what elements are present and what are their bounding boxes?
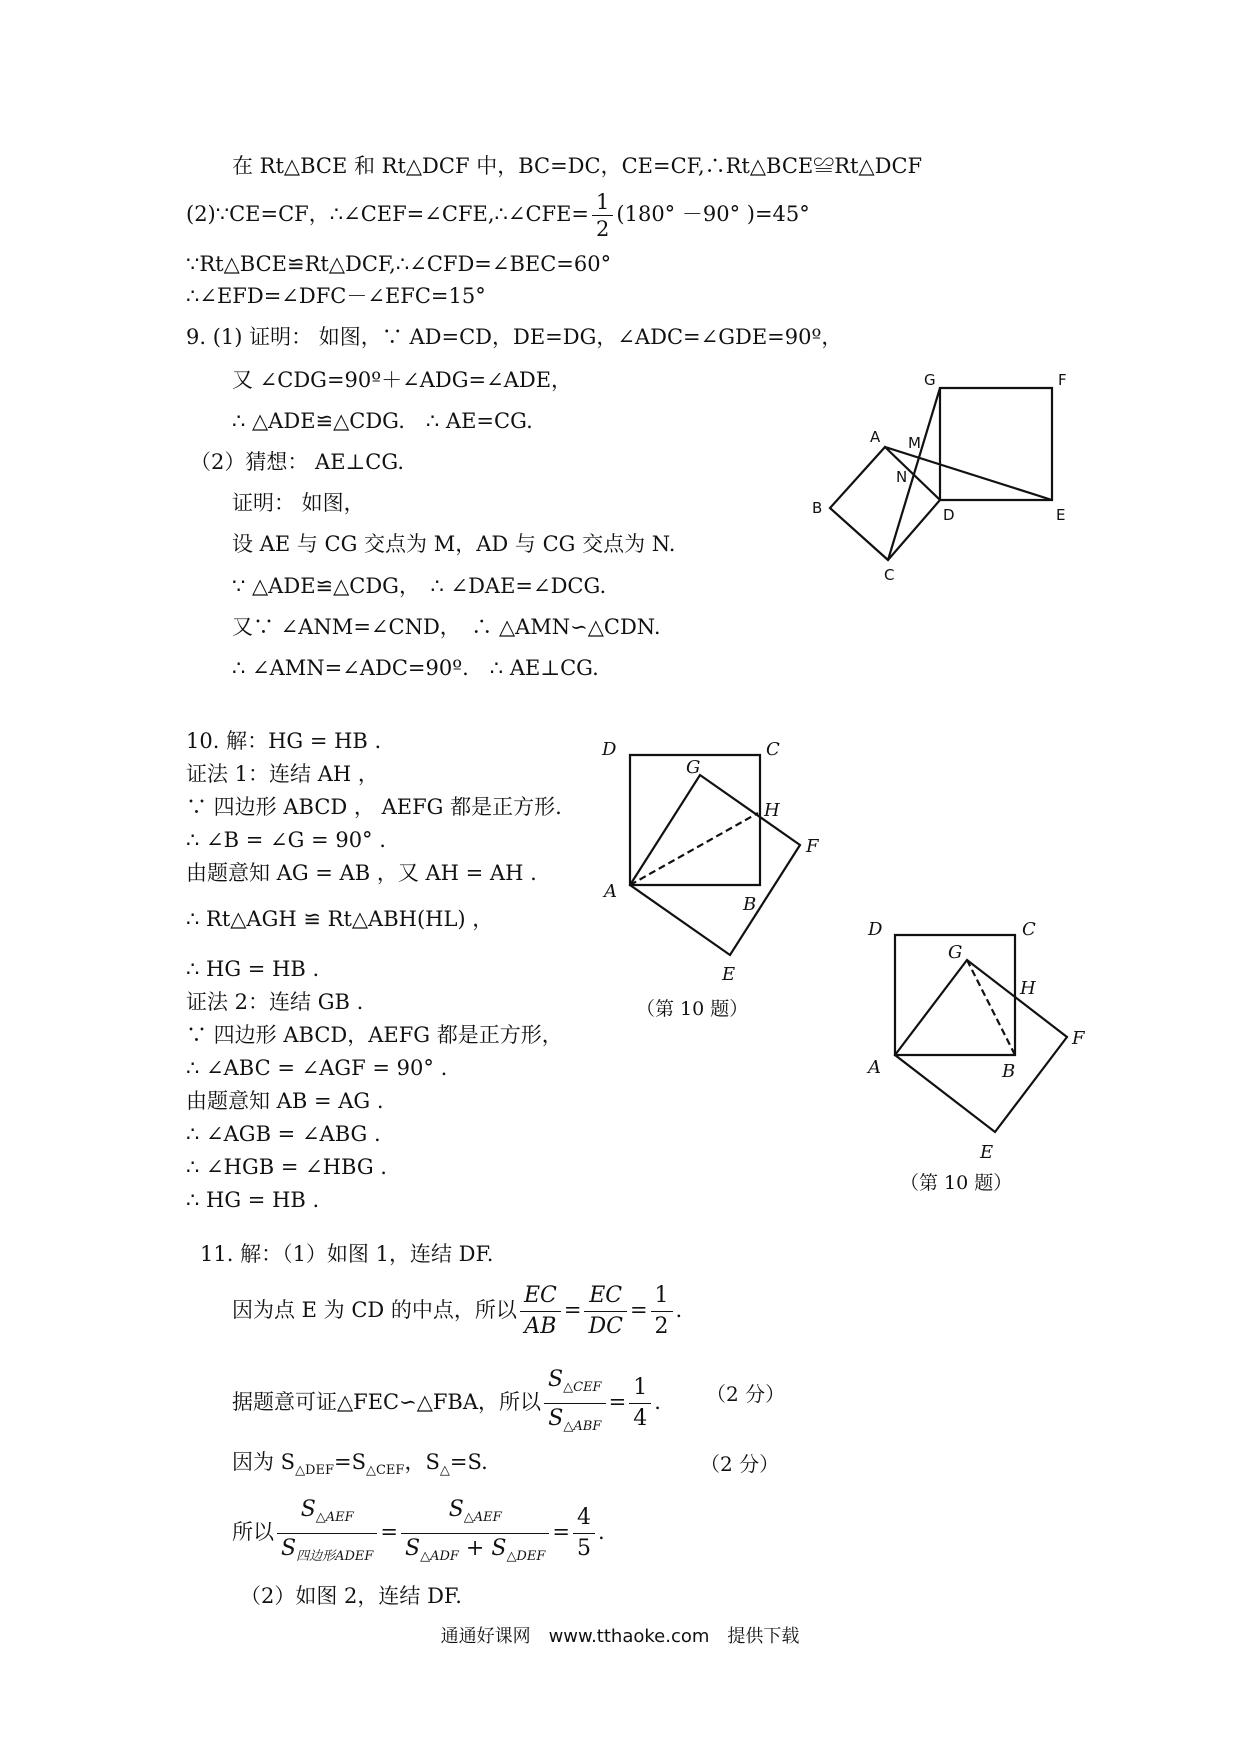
q8-line-2-pre: (2)∵CE=CF，∴∠CEF=∠CFE,∴∠CFE= — [186, 202, 590, 226]
label-g: G — [948, 942, 963, 963]
square-abcd — [830, 447, 940, 560]
segment-ah — [630, 813, 758, 885]
q11-line-1: 11. 解：（1）如图 1，连结 DF. — [200, 1242, 494, 1266]
q10-line-1: 10. 解：HG = HB . — [186, 729, 382, 753]
q8-line-2-post: (180° －90° )=45° — [616, 202, 810, 226]
q8-line-4: ∴∠EFD=∠DFC－∠EFC=15° — [186, 284, 486, 308]
q10-line-11: 由题意知 AB = AG . — [186, 1089, 384, 1113]
q9-line-3: ∴ △ADE≌△CDG. ∴ AE=CG. — [232, 409, 533, 433]
q11-line-3-pre: 据题意可证△FEC∽△FBA，所以 — [232, 1390, 542, 1414]
label-g: G — [924, 371, 936, 389]
label-b: B — [812, 499, 823, 517]
square-aefg — [895, 960, 1067, 1132]
q10-line-9: ∵ 四边形 ABCD，AEFG 都是正方形， — [186, 1023, 563, 1047]
q8-line-1: 在 Rt△BCE 和 Rt△DCF 中，BC=DC，CE=CF,∴Rt△BCE≌Rt△DCF — [232, 154, 923, 178]
label-b: B — [743, 894, 757, 915]
s-cef: $S_{\triangle CEF}$ — [544, 1366, 606, 1404]
dc-denominator: DC — [588, 1314, 623, 1339]
fifths-numerator: 4 — [573, 1504, 595, 1534]
q8-line-2 — [186, 190, 810, 241]
label-d: D — [602, 739, 617, 760]
label-d: D — [943, 506, 955, 524]
two-denominator: 2 — [654, 1314, 669, 1339]
q11-line-4: 因为 $S_{\triangle DEF}=S_{\triangle CEF}$，$S_\triangle=S$. — [232, 1450, 488, 1478]
half-fraction — [592, 190, 613, 241]
q10-line-10: ∴ ∠ABC = ∠AGF = 90° . — [186, 1056, 448, 1080]
q11-line-3: 据题意可证△FEC∽△FBA，所以 $\frac{S_{\triangle CEF}}{S_{\triangle ABF}}$ = $\frac{1}{4}$ . — [232, 1366, 661, 1441]
label-b: B — [1002, 1061, 1016, 1082]
one-half — [651, 1282, 673, 1341]
ab-denominator: AB — [524, 1314, 557, 1339]
q10-line-6: ∴ Rt△AGH ≌ Rt△ABH(HL) ， — [186, 907, 494, 931]
label-c: C — [1022, 919, 1036, 940]
q9-line-8: 又∵ ∠ANM=∠CND， ∴ △AMN∽△CDN. — [232, 615, 661, 639]
label-f: F — [1072, 1028, 1085, 1049]
label-f: F — [806, 836, 819, 857]
score-note-2: （2 分） — [700, 1452, 780, 1476]
q9-line-1: 9. (1) 证明： 如图，∵ AD=CD，DE=DG，∠ADC=∠GDE=90º， — [186, 325, 843, 349]
label-h: H — [764, 800, 780, 821]
q8-line-3: ∵Rt△BCE≌Rt△DCF,∴∠CFD=∠BEC=60° — [186, 252, 612, 276]
quarter-denominator: 4 — [633, 1406, 648, 1431]
s-abf: $S_{\triangle ABF}$ — [548, 1406, 602, 1434]
score-note-1: （2 分） — [706, 1382, 786, 1406]
q10-line-13: ∴ ∠HGB = ∠HBG . — [186, 1155, 387, 1179]
q9-line-6: 设 AE 与 CG 交点为 M，AD 与 CG 交点为 N. — [232, 532, 676, 556]
q9-line-2: 又 ∠CDG=90º＋∠ADG=∠ADE， — [232, 368, 573, 392]
half-numerator: 1 — [592, 190, 613, 216]
label-a: A — [868, 1057, 881, 1078]
q9-line-7: ∵ △ADE≌△CDG， ∴ ∠DAE=∠DCG. — [232, 574, 607, 598]
q10-caption-1: （第 10 题） — [636, 998, 749, 1020]
one-numerator: 1 — [651, 1282, 673, 1312]
q10-caption-2: （第 10 题） — [900, 1172, 1013, 1194]
quarter-numerator: 1 — [629, 1374, 651, 1404]
ec-over-ab — [520, 1282, 561, 1341]
q9-line-9: ∴ ∠AMN=∠ADC=90º. ∴ AE⊥CG. — [232, 656, 599, 680]
label-c: C — [884, 566, 895, 584]
fifths-denominator: 5 — [576, 1536, 591, 1561]
label-h: H — [1020, 978, 1036, 999]
ec-over-dc — [584, 1282, 626, 1341]
s-adf-plus-s-def: $S_{\triangle ADF} + S_{\triangle DEF}$ — [405, 1536, 546, 1564]
label-a: A — [870, 428, 881, 446]
label-m: M — [908, 434, 921, 452]
q11-line-5-pre: 所以 — [232, 1520, 274, 1544]
q10-line-2: 证法 1：连结 AH ， — [186, 762, 379, 786]
label-e: E — [722, 964, 736, 985]
q10-line-8: 证法 2：连结 GB . — [186, 990, 364, 1014]
half-denominator: 2 — [596, 217, 610, 241]
four-fifths — [573, 1504, 595, 1563]
s-aef: $S_{\triangle AEF}$ — [277, 1496, 377, 1534]
ec-numerator-2: EC — [584, 1282, 626, 1312]
q9-line-4: （2）猜想： AE⊥CG. — [190, 450, 405, 474]
q9-line-5: 证明： 如图， — [232, 491, 365, 515]
segment-gb — [967, 960, 1015, 1055]
q10-line-5: 由题意知 AG = AB ，又 AH = AH . — [186, 861, 537, 885]
s-aef-2: $S_{\triangle AEF}$ — [401, 1496, 549, 1534]
q11-line-6: （2）如图 2，连结 DF. — [240, 1584, 462, 1608]
s-quad-adef: $S_{四边形ADEF}$ — [281, 1536, 374, 1564]
page-footer: 通通好课网 www.tthaoke.com 提供下载 — [440, 1626, 800, 1647]
q9-figure — [790, 370, 1090, 590]
q10-line-14: ∴ HG = HB . — [186, 1188, 320, 1212]
q11-line-2-pre: 因为点 E 为 CD 的中点，所以 — [232, 1298, 517, 1322]
area-ratio-aef-sum — [401, 1496, 549, 1571]
label-c: C — [766, 739, 780, 760]
q10-line-12: ∴ ∠AGB = ∠ABG . — [186, 1122, 381, 1146]
label-d: D — [868, 919, 883, 940]
q10-figure-2 — [860, 910, 1110, 1170]
label-e: E — [1056, 506, 1066, 524]
ec-numerator: EC — [520, 1282, 561, 1312]
label-n: N — [896, 468, 908, 486]
label-a: A — [604, 881, 617, 902]
area-ratio-aef-quad — [277, 1496, 377, 1571]
label-f: F — [1058, 371, 1067, 389]
segment-ae — [885, 447, 1052, 500]
one-quarter — [629, 1374, 651, 1433]
label-g: G — [686, 757, 701, 778]
q10-line-4: ∴ ∠B = ∠G = 90° . — [186, 828, 386, 852]
area-ratio-cef-abf — [544, 1366, 606, 1441]
q10-line-3: ∵ 四边形 ABCD ， AEFG 都是正方形. — [186, 795, 562, 819]
label-e: E — [980, 1142, 994, 1163]
q10-figure-1 — [590, 730, 840, 990]
q11-line-5: 所以 $\frac{S_{\triangle AEF}}{S_{四边形ADEF}}$ = $\frac{S_{\triangle AEF}}{S_{\triangle ADF} + S_{\triangle DEF}}$ = $\frac{4}{5}$ . — [232, 1496, 605, 1571]
q10-line-7: ∴ HG = HB . — [186, 957, 320, 981]
q11-line-2: 因为点 E 为 CD 的中点，所以 $\frac{EC}{AB}$ = $\frac{EC}{DC}$ = $\frac{1}{2}$ . — [232, 1283, 683, 1339]
